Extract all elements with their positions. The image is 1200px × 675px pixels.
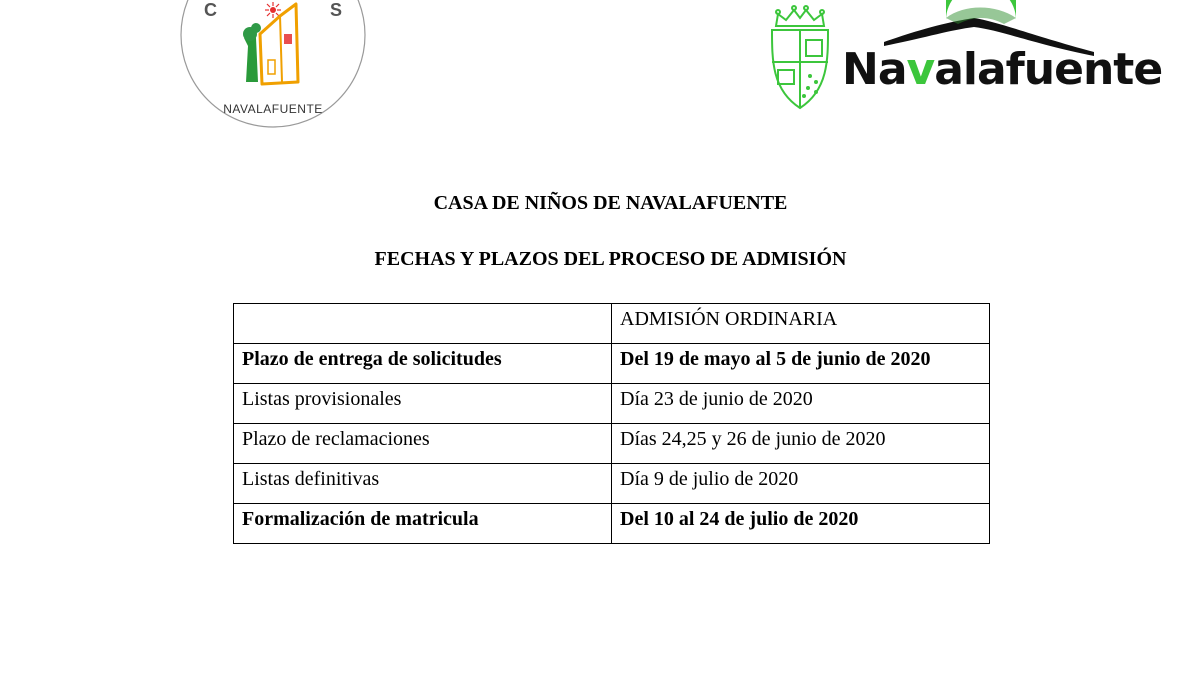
casa-de-ninos-logo: [180, 0, 366, 128]
table-row: [234, 344, 990, 384]
row-value: Días 24,25 y 26 de junio de 2020: [612, 424, 990, 464]
logo-left-label: NAVALAFUENTE: [223, 102, 323, 116]
row-value: Del 19 de mayo al 5 de junio de 2020: [612, 344, 990, 384]
row-value: Del 10 al 24 de julio de 2020: [612, 504, 990, 544]
header-label-cell: [234, 304, 612, 344]
row-label: Formalización de matricula: [234, 504, 612, 544]
svg-text:S: S: [330, 0, 343, 20]
row-label: Listas definitivas: [234, 464, 612, 504]
navalafuente-wordmark: Navalafuente: [842, 44, 1163, 95]
admission-schedule-table: [233, 303, 990, 544]
document-title: CASA DE NIÑOS DE NAVALAFUENTE: [433, 192, 788, 214]
table-header-row: [234, 304, 990, 344]
navalafuente-logo: [764, 0, 1163, 115]
table-row: [234, 504, 990, 544]
row-value: Día 23 de junio de 2020: [612, 384, 990, 424]
row-value: Día 9 de julio de 2020: [612, 464, 990, 504]
document-subtitle: FECHAS Y PLAZOS DEL PROCESO DE ADMISIÓN: [374, 248, 847, 270]
row-label: Plazo de entrega de solicitudes: [234, 344, 612, 384]
row-label: Plazo de reclamaciones: [234, 424, 612, 464]
row-label: Listas provisionales: [234, 384, 612, 424]
header-value-cell: ADMISIÓN ORDINARIA: [612, 304, 990, 344]
table-row: [234, 424, 990, 464]
table-row: [234, 464, 990, 504]
svg-text:C: C: [204, 0, 217, 20]
table-row: [234, 384, 990, 424]
